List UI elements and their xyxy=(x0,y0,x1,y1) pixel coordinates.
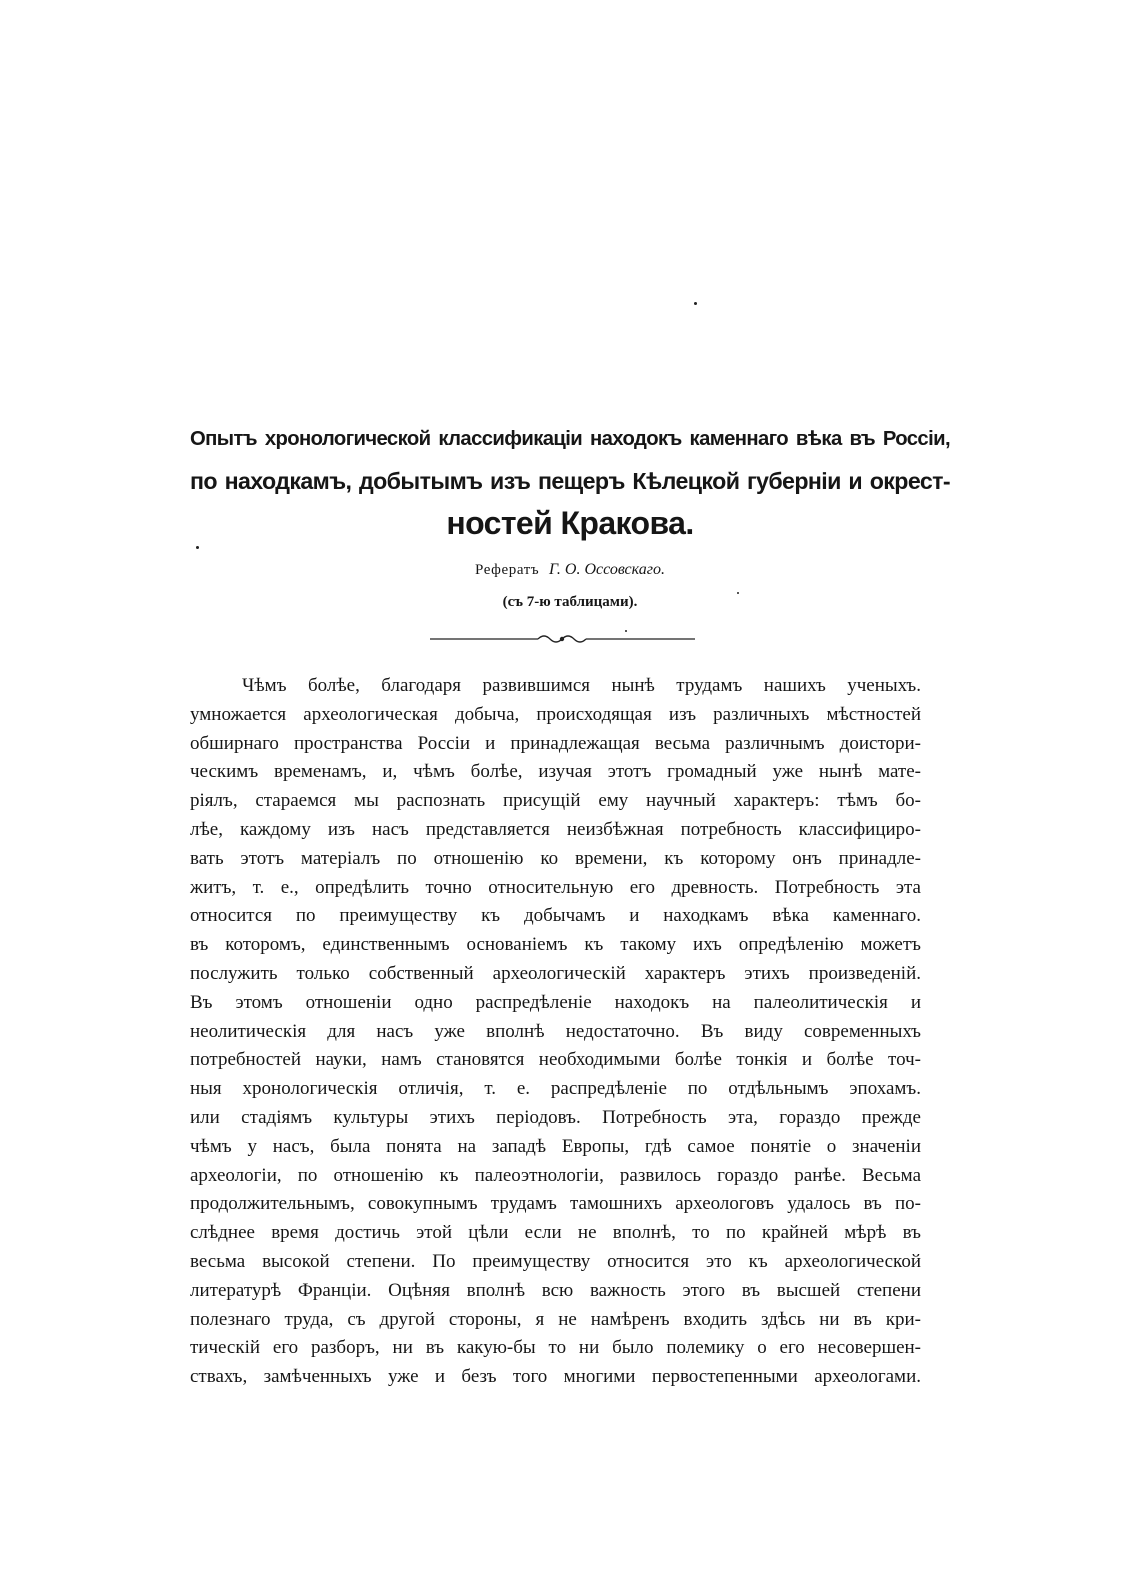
print-speck xyxy=(196,546,199,549)
body-line: ріялъ, стараемся мы распознать присущій ему научный характеръ: тѣмъ бо- xyxy=(190,790,921,812)
body-line: неолитическія для насъ уже вполнѣ недостаточно. Въ виду современныхъ xyxy=(190,1020,921,1042)
title-line: ностей Кракова. xyxy=(446,505,694,541)
body-line: умножается археологическая добыча, происходящая изъ различныхъ мѣстностей xyxy=(190,703,921,725)
body-line: тическій его разборъ, ни въ какую-бы то ни было полемику о его несовершен- xyxy=(190,1337,921,1359)
body-line: слѣднее время достичь этой цѣли если не вполнѣ, то по крайней мѣрѣ въ xyxy=(190,1222,921,1244)
body-line: лѣе, каждому изъ насъ представляется неизбѣжная потребность классифициро- xyxy=(190,818,921,840)
body-paragraph xyxy=(190,672,921,1392)
body-line: полезнаго труда, съ другой стороны, я не намѣренъ входить здѣсь ни въ кри- xyxy=(190,1308,921,1330)
tables-note: (съ 7-ю таблицами). xyxy=(502,594,638,610)
body-line: потребностей науки, намъ становятся необходимыми болѣе тонкія и болѣе точ- xyxy=(190,1049,921,1071)
body-line: археологіи, по отношенію къ палеоэтнологіи, развилось гораздо ранѣе. Весьма xyxy=(190,1164,921,1186)
body-line: послужить только собственный археологическій характеръ этихъ произведеній. xyxy=(190,962,921,984)
body-line: продолжительнымъ, совокупнымъ трудамъ тамошнихъ археологовъ удалось въ по- xyxy=(190,1193,921,1215)
article-title xyxy=(190,418,950,544)
ornament-dot xyxy=(560,637,564,641)
print-speck xyxy=(694,302,697,305)
body-line: литературѣ Франціи. Оцѣняя вполнѣ всю важность этого въ высшей степени xyxy=(190,1279,921,1301)
body-line: чѣмъ у насъ, была понята на западѣ Европы, гдѣ самое понятіе о значеніи xyxy=(190,1135,921,1157)
title-line: Опытъ хронологической классификаціи находокъ каменнаго вѣка въ Россіи, xyxy=(190,428,950,450)
author-name: Г. О. Оссовскаго. xyxy=(549,561,665,578)
body-line: Чѣмъ болѣе, благодаря развившимся нынѣ трудамъ нашихъ ученыхъ. xyxy=(242,675,921,696)
title-line: по находкамъ, добытымъ изъ пещеръ Кѣлецкой губерніи и окрест- xyxy=(190,468,950,494)
body-line: ствахъ, замѣченныхъ уже и безъ того многими первостепенными археологами. xyxy=(190,1366,921,1388)
body-line: ныя хронологическія отличія, т. е. распредѣленіе по отдѣльнымъ эпохамъ. xyxy=(190,1078,921,1100)
byline-label: Рефератъ xyxy=(475,562,540,578)
body-line: ческимъ временамъ, и, чѣмъ болѣе, изучая этотъ громадный уже нынѣ мате- xyxy=(190,761,921,783)
body-line: вать этотъ матеріалъ по отношенію ко времени, къ которому онъ принадле- xyxy=(190,847,921,869)
body-line: относится по преимуществу къ добычамъ и находкамъ вѣка каменнаго. xyxy=(190,905,921,927)
body-line: житъ, т. е., опредѣлить точно относительную его древность. Потребность эта xyxy=(190,876,921,898)
byline xyxy=(0,561,1140,579)
body-line: въ которомъ, единственнымъ основаніемъ къ такому ихъ опредѣленію можетъ xyxy=(190,934,921,956)
body-line: обширнаго пространства Россіи и принадлежащая весьма различнымъ доистори- xyxy=(190,732,921,754)
body-line: весьма высокой степени. По преимуществу относится это къ археологической xyxy=(190,1250,921,1272)
body-line: или стадіямъ культуры этихъ періодовъ. Потребность эта, гораздо прежде xyxy=(190,1106,921,1128)
ornament-divider xyxy=(430,629,695,649)
body-line: Въ этомъ отношеніи одно распредѣленіе находокъ на палеолитическія и xyxy=(190,991,921,1013)
